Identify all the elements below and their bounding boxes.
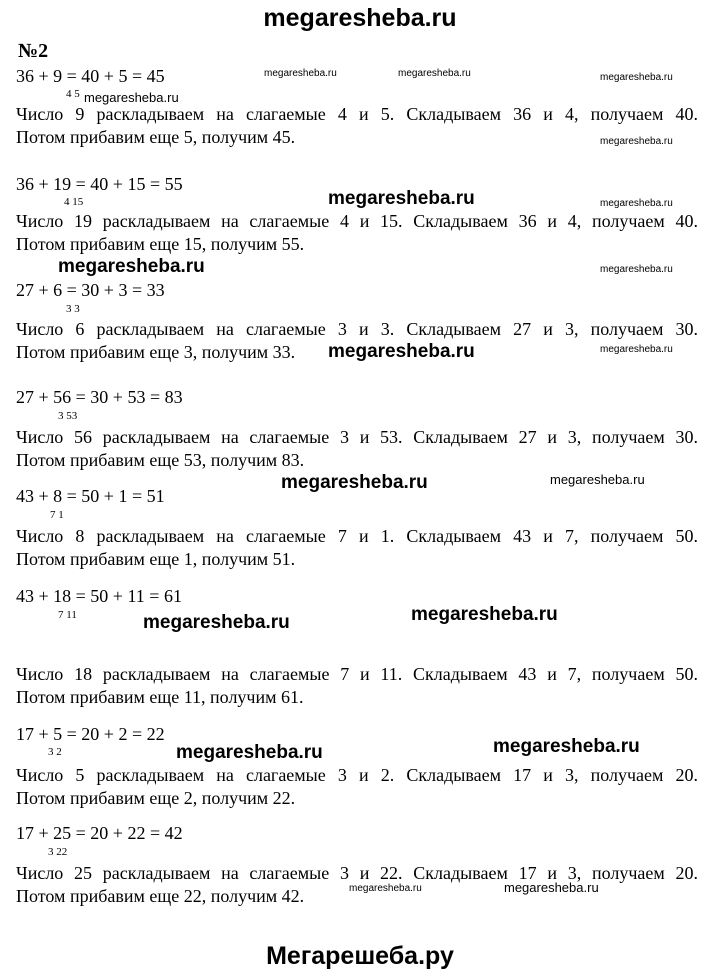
watermark: megaresheba.ru bbox=[349, 883, 422, 894]
equation-6: 43 + 18 = 50 + 11 = 61 bbox=[16, 586, 182, 606]
equation-7: 17 + 5 = 20 + 2 = 22 bbox=[16, 724, 165, 744]
equation-2: 36 + 19 = 40 + 15 = 55 bbox=[16, 174, 183, 194]
watermark: megaresheba.ru bbox=[398, 68, 471, 79]
watermark: megaresheba.ru bbox=[600, 198, 673, 209]
parts-1: 4 5 bbox=[66, 88, 80, 100]
explanation-5-line2: Потом прибавим еще 1, получим 51. bbox=[16, 549, 296, 569]
parts-6: 7 11 bbox=[58, 609, 77, 621]
watermark: megaresheba.ru bbox=[411, 604, 558, 625]
task-number: №2 bbox=[18, 40, 49, 62]
explanation-7-line2: Потом прибавим еще 2, получим 22. bbox=[16, 788, 296, 808]
explanation-1-line1: Число 9 раскладываем на слагаемые 4 и 5. Складываем 36 и 4, получаем 40. bbox=[16, 104, 698, 124]
explanation-1-line2: Потом прибавим еще 5, получим 45. bbox=[16, 127, 296, 147]
watermark: megaresheba.ru bbox=[328, 188, 475, 209]
watermark: megaresheba.ru bbox=[493, 736, 640, 757]
explanation-6-line2: Потом прибавим еще 11, получим 61. bbox=[16, 687, 304, 707]
equation-3: 27 + 6 = 30 + 3 = 33 bbox=[16, 280, 165, 300]
explanation-5-line1: Число 8 раскладываем на слагаемые 7 и 1. Складываем 43 и 7, получаем 50. bbox=[16, 526, 698, 546]
explanation-4-line1: Число 56 раскладываем на слагаемые 3 и 53. Складываем 27 и 3, получаем 30. bbox=[16, 427, 698, 447]
parts-3: 3 3 bbox=[66, 303, 80, 315]
explanation-4-line2: Потом прибавим еще 53, получим 83. bbox=[16, 450, 305, 470]
site-header: megaresheba.ru bbox=[263, 4, 457, 32]
watermark: megaresheba.ru bbox=[328, 341, 475, 362]
explanation-7 bbox=[16, 764, 698, 810]
explanation-6-line1: Число 18 раскладываем на слагаемые 7 и 11. Складываем 43 и 7, получаем 50. bbox=[16, 664, 698, 684]
watermark: megaresheba.ru bbox=[143, 612, 290, 633]
explanation-5 bbox=[16, 525, 698, 571]
equation-5: 43 + 8 = 50 + 1 = 51 bbox=[16, 486, 165, 506]
equation-4: 27 + 56 = 30 + 53 = 83 bbox=[16, 387, 183, 407]
parts-4: 3 53 bbox=[58, 410, 78, 422]
explanation-2-line1: Число 19 раскладываем на слагаемые 4 и 15. Складываем 36 и 4, получаем 40. bbox=[16, 211, 698, 231]
parts-5: 7 1 bbox=[50, 509, 64, 521]
explanation-8-line2: Потом прибавим еще 22, получим 42. bbox=[16, 886, 305, 906]
parts-7: 3 2 bbox=[48, 746, 62, 758]
watermark: megaresheba.ru bbox=[600, 72, 673, 83]
watermark: megaresheba.ru bbox=[600, 264, 673, 275]
explanation-1 bbox=[16, 103, 698, 149]
watermark: megaresheba.ru bbox=[58, 256, 205, 277]
watermark: megaresheba.ru bbox=[504, 880, 599, 895]
explanation-2 bbox=[16, 210, 698, 256]
watermark: megaresheba.ru bbox=[600, 136, 673, 147]
explanation-3-line1: Число 6 раскладываем на слагаемые 3 и 3. Складываем 27 и 3, получаем 30. bbox=[16, 319, 698, 339]
parts-8: 3 22 bbox=[48, 846, 68, 858]
watermark: megaresheba.ru bbox=[264, 68, 337, 79]
watermark: megaresheba.ru bbox=[550, 472, 645, 487]
explanation-8-line1: Число 25 раскладываем на слагаемые 3 и 22. Складываем 17 и 3, получаем 20. bbox=[16, 863, 698, 883]
explanation-6 bbox=[16, 663, 698, 709]
equation-8: 17 + 25 = 20 + 22 = 42 bbox=[16, 823, 183, 843]
explanation-2-line2: Потом прибавим еще 15, получим 55. bbox=[16, 234, 305, 254]
explanation-4 bbox=[16, 426, 698, 472]
watermark: megaresheba.ru bbox=[281, 472, 428, 493]
explanation-7-line1: Число 5 раскладываем на слагаемые 3 и 2. Складываем 17 и 3, получаем 20. bbox=[16, 765, 698, 785]
equation-1: 36 + 9 = 40 + 5 = 45 bbox=[16, 66, 165, 86]
watermark: megaresheba.ru bbox=[600, 344, 673, 355]
watermark: megaresheba.ru bbox=[176, 742, 323, 763]
watermark: megaresheba.ru bbox=[84, 90, 179, 105]
parts-2: 4 15 bbox=[64, 196, 84, 208]
explanation-3-line2: Потом прибавим еще 3, получим 33. bbox=[16, 342, 296, 362]
site-footer: Мегарешеба.ру bbox=[266, 942, 454, 970]
